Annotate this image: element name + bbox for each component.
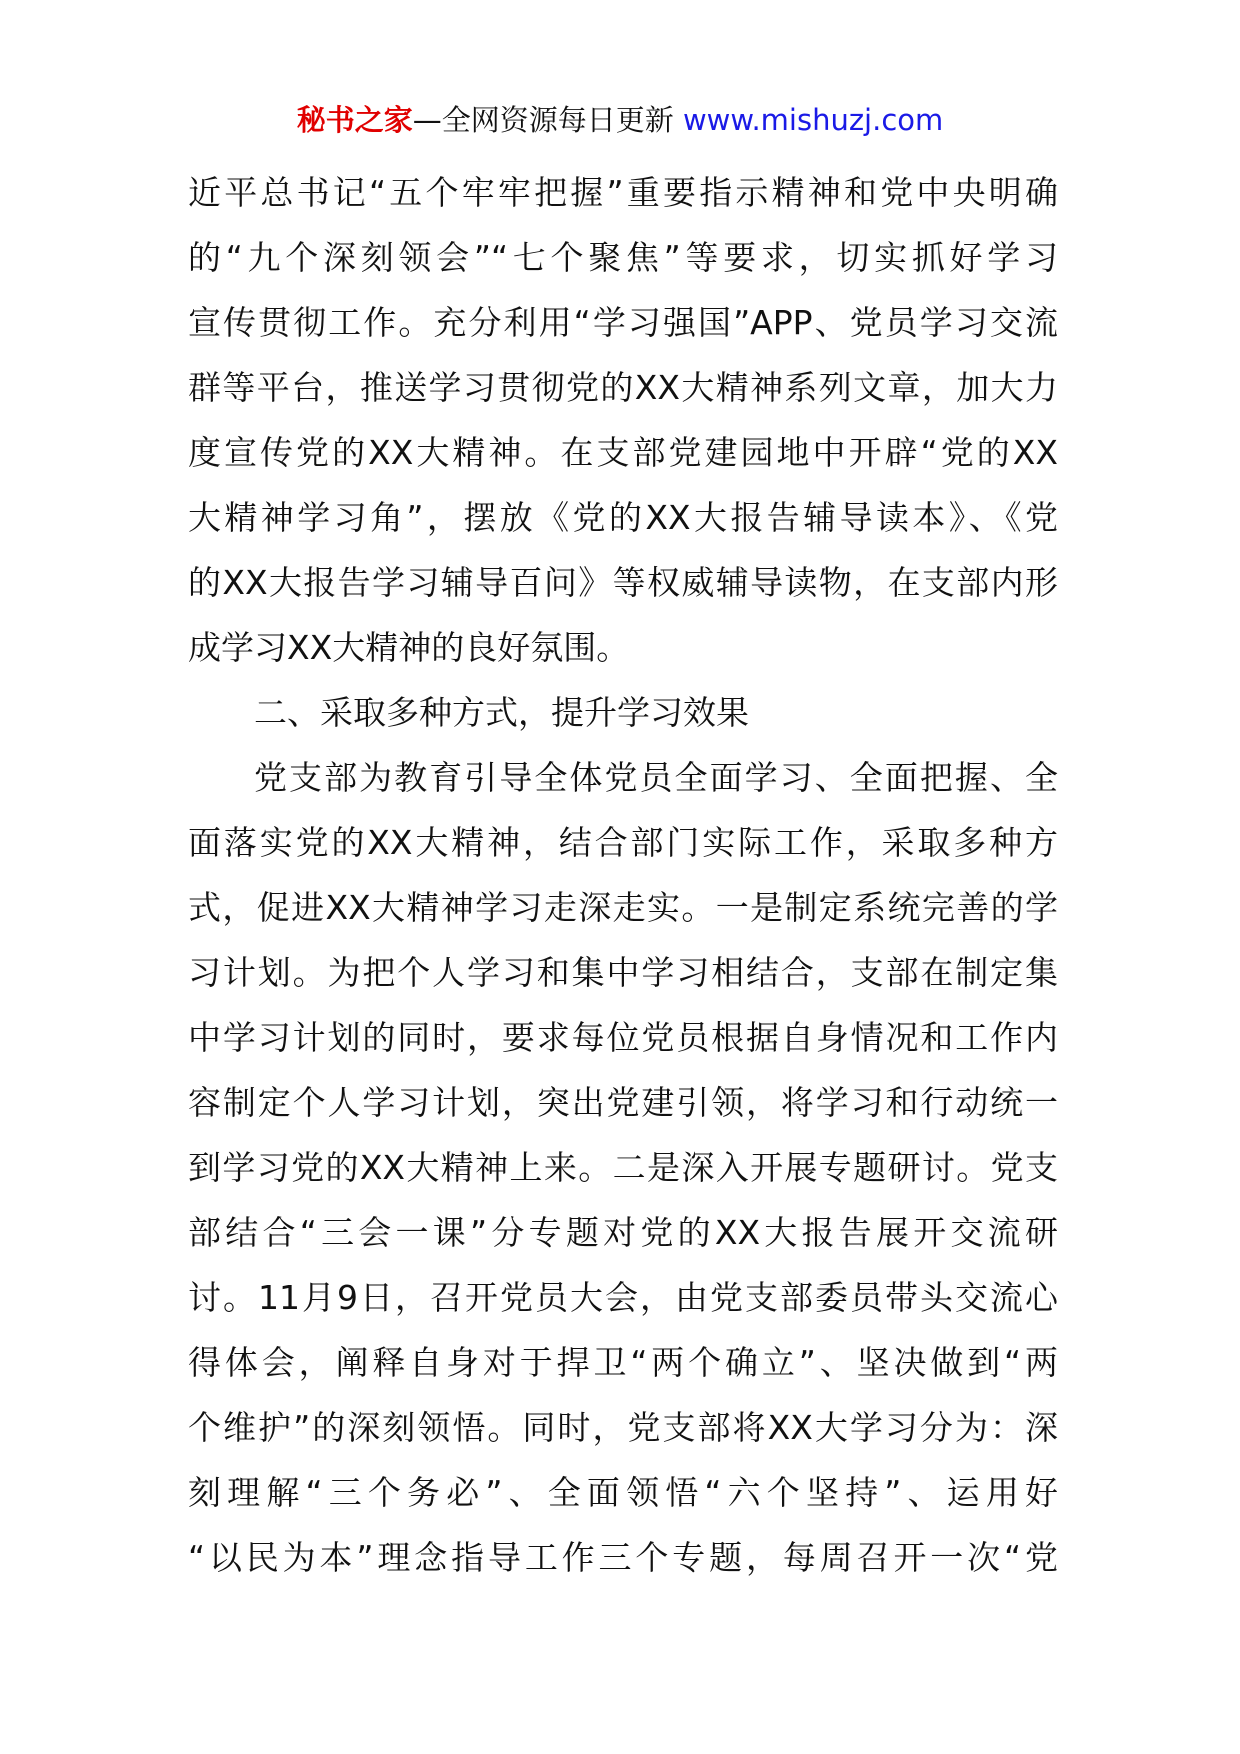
body-line: 到学习党的XX大精神上来。二是深入开展专题研讨。党支 [188, 1148, 1058, 1187]
body-line: 面落实党的XX大精神，结合部门实际工作，采取多种方 [188, 823, 1058, 862]
document-body [188, 160, 1058, 1590]
section-heading: 二、采取多种方式，提升学习效果 [254, 693, 749, 732]
body-line: 党支部为教育引导全体党员全面学习、全面把握、全 [254, 758, 1058, 797]
page-header [0, 100, 1240, 140]
body-line: 习计划。为把个人学习和集中学习相结合，支部在制定集 [188, 953, 1058, 992]
body-line: 的XX大报告学习辅导百问》等权威辅导读物，在支部内形 [188, 563, 1058, 602]
body-line: 的“九个深刻领会”“七个聚焦”等要求，切实抓好学习 [188, 238, 1058, 277]
body-line: 得体会，阐释自身对于捍卫“两个确立”、坚决做到“两 [188, 1343, 1058, 1382]
body-line: “以民为本”理念指导工作三个专题，每周召开一次“党 [188, 1538, 1058, 1577]
body-line: 群等平台，推送学习贯彻党的XX大精神系列文章，加大力 [188, 368, 1058, 407]
body-line: 部结合“三会一课”分专题对党的XX大报告展开交流研 [188, 1213, 1058, 1252]
body-line: 个维护”的深刻领悟。同时，党支部将XX大学习分为：深 [188, 1408, 1058, 1447]
body-line: 讨。11月9日，召开党员大会，由党支部委员带头交流心 [188, 1278, 1058, 1317]
body-line: 式，促进XX大精神学习走深走实。一是制定系统完善的学 [188, 888, 1058, 927]
brand-name: 秘书之家 [296, 103, 413, 137]
body-line: 大精神学习角”，摆放《党的XX大报告辅导读本》、《党 [188, 498, 1058, 537]
body-line: 成学习XX大精神的良好氛围。 [188, 628, 630, 667]
site-url-link[interactable]: www.mishuzj.com [682, 103, 944, 137]
header-tagline: —全网资源每日更新 [412, 103, 674, 137]
body-line: 宣传贯彻工作。充分利用“学习强国”APP、党员学习交流 [188, 303, 1058, 342]
body-line: 中学习计划的同时，要求每位党员根据自身情况和工作内 [188, 1018, 1058, 1057]
body-line: 刻理解“三个务必”、全面领悟“六个坚持”、运用好 [188, 1473, 1058, 1512]
body-line: 近平总书记“五个牢牢把握”重要指示精神和党中央明确 [188, 173, 1058, 212]
body-line: 容制定个人学习计划，突出党建引领，将学习和行动统一 [188, 1083, 1058, 1122]
body-line: 度宣传党的XX大精神。在支部党建园地中开辟“党的XX [188, 433, 1058, 472]
